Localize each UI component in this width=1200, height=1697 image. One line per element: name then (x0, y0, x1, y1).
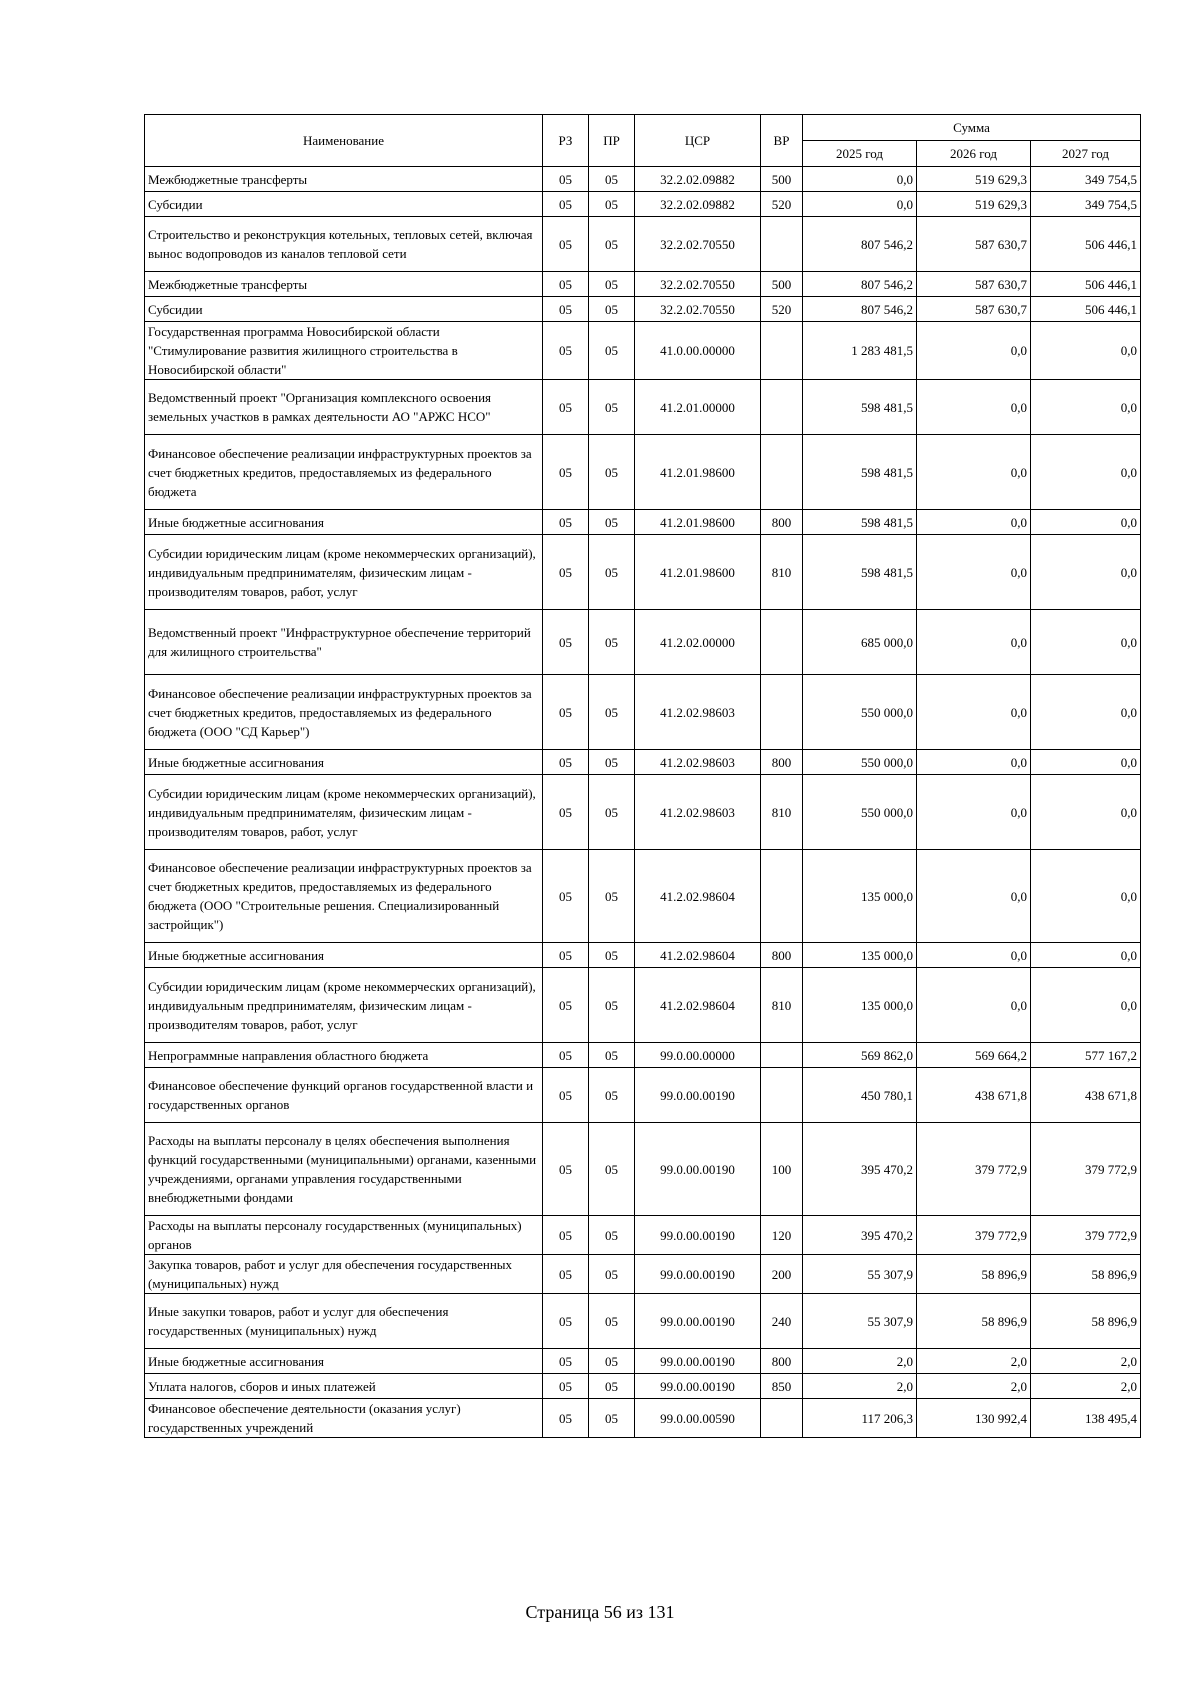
csr-cell: 41.2.02.98603 (635, 775, 761, 850)
amount-2025-cell: 807 546,2 (803, 297, 917, 322)
csr-cell: 99.0.00.00190 (635, 1255, 761, 1294)
rz-cell: 05 (543, 272, 589, 297)
pr-cell: 05 (589, 380, 635, 435)
amount-2026-cell: 569 664,2 (917, 1043, 1031, 1068)
rz-cell: 05 (543, 1123, 589, 1216)
amount-2025-cell: 395 470,2 (803, 1216, 917, 1255)
csr-cell: 41.2.02.98604 (635, 850, 761, 943)
table-header (145, 115, 1141, 167)
rz-cell: 05 (543, 322, 589, 380)
csr-cell: 32.2.02.70550 (635, 297, 761, 322)
name-cell: Финансовое обеспечение реализации инфраструктурных проектов за счет бюджетных кредитов, предоставляемых из федерального бюджета (ООО "Строительные решения. Специализированный застройщик") (145, 850, 543, 943)
pr-cell: 05 (589, 1068, 635, 1123)
table-row (145, 1349, 1141, 1374)
amount-2027-cell: 0,0 (1031, 322, 1141, 380)
amount-2026-cell: 587 630,7 (917, 217, 1031, 272)
amount-2027-cell: 0,0 (1031, 775, 1141, 850)
name-cell: Расходы на выплаты персоналу в целях обеспечения выполнения функций государственными (муниципальными) органами, казенными учреждениями, органами управления государственными внебюджетными фондами (145, 1123, 543, 1216)
header-year-2027: 2027 год (1031, 141, 1141, 167)
amount-2027-cell: 0,0 (1031, 968, 1141, 1043)
pr-cell: 05 (589, 943, 635, 968)
vr-cell (761, 380, 803, 435)
csr-cell: 32.2.02.70550 (635, 272, 761, 297)
amount-2027-cell: 58 896,9 (1031, 1255, 1141, 1294)
table-row (145, 272, 1141, 297)
name-cell: Иные бюджетные ассигнования (145, 943, 543, 968)
pr-cell: 05 (589, 435, 635, 510)
table-row (145, 943, 1141, 968)
name-cell: Субсидии (145, 297, 543, 322)
amount-2026-cell: 0,0 (917, 968, 1031, 1043)
amount-2025-cell: 569 862,0 (803, 1043, 917, 1068)
rz-cell: 05 (543, 943, 589, 968)
vr-cell: 800 (761, 1349, 803, 1374)
table-body (145, 167, 1141, 1438)
rz-cell: 05 (543, 1399, 589, 1438)
pr-cell: 05 (589, 297, 635, 322)
rz-cell: 05 (543, 1255, 589, 1294)
rz-cell: 05 (543, 1349, 589, 1374)
amount-2026-cell: 0,0 (917, 380, 1031, 435)
csr-cell: 99.0.00.00590 (635, 1399, 761, 1438)
csr-cell: 32.2.02.09882 (635, 167, 761, 192)
csr-cell: 99.0.00.00190 (635, 1068, 761, 1123)
vr-cell (761, 850, 803, 943)
pr-cell: 05 (589, 1123, 635, 1216)
table-row (145, 850, 1141, 943)
amount-2026-cell: 0,0 (917, 750, 1031, 775)
rz-cell: 05 (543, 435, 589, 510)
rz-cell: 05 (543, 380, 589, 435)
vr-cell: 500 (761, 272, 803, 297)
rz-cell: 05 (543, 1216, 589, 1255)
amount-2026-cell: 2,0 (917, 1349, 1031, 1374)
amount-2025-cell: 807 546,2 (803, 217, 917, 272)
name-cell: Расходы на выплаты персоналу государственных (муниципальных) органов (145, 1216, 543, 1255)
table-row (145, 510, 1141, 535)
amount-2025-cell: 117 206,3 (803, 1399, 917, 1438)
rz-cell: 05 (543, 217, 589, 272)
amount-2025-cell: 685 000,0 (803, 610, 917, 675)
amount-2026-cell: 0,0 (917, 943, 1031, 968)
name-cell: Межбюджетные трансферты (145, 167, 543, 192)
vr-cell: 520 (761, 297, 803, 322)
amount-2025-cell: 395 470,2 (803, 1123, 917, 1216)
vr-cell (761, 1068, 803, 1123)
rz-cell: 05 (543, 968, 589, 1043)
vr-cell (761, 322, 803, 380)
table-row (145, 217, 1141, 272)
name-cell: Финансовое обеспечение функций органов государственной власти и государственных органов (145, 1068, 543, 1123)
pr-cell: 05 (589, 1399, 635, 1438)
csr-cell: 41.2.01.00000 (635, 380, 761, 435)
rz-cell: 05 (543, 850, 589, 943)
budget-table (144, 114, 1141, 1438)
pr-cell: 05 (589, 322, 635, 380)
vr-cell: 800 (761, 510, 803, 535)
vr-cell: 100 (761, 1123, 803, 1216)
name-cell: Закупка товаров, работ и услуг для обеспечения государственных (муниципальных) нужд (145, 1255, 543, 1294)
csr-cell: 32.2.02.09882 (635, 192, 761, 217)
vr-cell: 810 (761, 968, 803, 1043)
vr-cell (761, 675, 803, 750)
name-cell: Субсидии юридическим лицам (кроме некоммерческих организаций), индивидуальным предпринимателям, физическим лицам - производителям товаров, работ, услуг (145, 775, 543, 850)
amount-2027-cell: 438 671,8 (1031, 1068, 1141, 1123)
vr-cell: 800 (761, 943, 803, 968)
rz-cell: 05 (543, 750, 589, 775)
amount-2026-cell: 0,0 (917, 435, 1031, 510)
name-cell: Финансовое обеспечение реализации инфраструктурных проектов за счет бюджетных кредитов, предоставляемых из федерального бюджета (145, 435, 543, 510)
amount-2025-cell: 135 000,0 (803, 968, 917, 1043)
rz-cell: 05 (543, 167, 589, 192)
amount-2027-cell: 379 772,9 (1031, 1123, 1141, 1216)
header-name: Наименование (145, 115, 543, 167)
rz-cell: 05 (543, 1068, 589, 1123)
table-row (145, 750, 1141, 775)
rz-cell: 05 (543, 1043, 589, 1068)
amount-2026-cell: 0,0 (917, 775, 1031, 850)
csr-cell: 99.0.00.00190 (635, 1294, 761, 1349)
amount-2025-cell: 135 000,0 (803, 850, 917, 943)
name-cell: Субсидии (145, 192, 543, 217)
amount-2027-cell: 138 495,4 (1031, 1399, 1141, 1438)
pr-cell: 05 (589, 1043, 635, 1068)
name-cell: Иные бюджетные ассигнования (145, 750, 543, 775)
rz-cell: 05 (543, 192, 589, 217)
rz-cell: 05 (543, 535, 589, 610)
vr-cell (761, 1043, 803, 1068)
name-cell: Субсидии юридическим лицам (кроме некоммерческих организаций), индивидуальным предпринимателям, физическим лицам - производителям товаров, работ, услуг (145, 535, 543, 610)
amount-2025-cell: 55 307,9 (803, 1294, 917, 1349)
pr-cell: 05 (589, 167, 635, 192)
page-number: Страница 56 из 131 (525, 1602, 675, 1622)
amount-2026-cell: 0,0 (917, 610, 1031, 675)
table-row (145, 610, 1141, 675)
amount-2025-cell: 550 000,0 (803, 750, 917, 775)
table-row (145, 1374, 1141, 1399)
pr-cell: 05 (589, 1349, 635, 1374)
csr-cell: 41.2.02.00000 (635, 610, 761, 675)
pr-cell: 05 (589, 610, 635, 675)
pr-cell: 05 (589, 510, 635, 535)
amount-2027-cell: 0,0 (1031, 380, 1141, 435)
amount-2026-cell: 519 629,3 (917, 167, 1031, 192)
amount-2027-cell: 0,0 (1031, 610, 1141, 675)
table-row (145, 1043, 1141, 1068)
rz-cell: 05 (543, 297, 589, 322)
amount-2025-cell: 450 780,1 (803, 1068, 917, 1123)
amount-2025-cell: 2,0 (803, 1374, 917, 1399)
header-year-2025: 2025 год (803, 141, 917, 167)
table-row (145, 1255, 1141, 1294)
amount-2026-cell: 379 772,9 (917, 1123, 1031, 1216)
csr-cell: 41.2.01.98600 (635, 535, 761, 610)
name-cell: Государственная программа Новосибирской области "Стимулирование развития жилищного строительства в Новосибирской области" (145, 322, 543, 380)
table-row (145, 167, 1141, 192)
header-csr: ЦСР (635, 115, 761, 167)
amount-2027-cell: 506 446,1 (1031, 217, 1141, 272)
name-cell: Иные закупки товаров, работ и услуг для обеспечения государственных (муниципальных) нужд (145, 1294, 543, 1349)
table-row (145, 1123, 1141, 1216)
amount-2026-cell: 519 629,3 (917, 192, 1031, 217)
vr-cell (761, 1399, 803, 1438)
amount-2025-cell: 0,0 (803, 192, 917, 217)
table-row (145, 535, 1141, 610)
rz-cell: 05 (543, 1294, 589, 1349)
vr-cell: 520 (761, 192, 803, 217)
pr-cell: 05 (589, 535, 635, 610)
csr-cell: 99.0.00.00190 (635, 1216, 761, 1255)
amount-2025-cell: 135 000,0 (803, 943, 917, 968)
pr-cell: 05 (589, 968, 635, 1043)
name-cell: Иные бюджетные ассигнования (145, 510, 543, 535)
vr-cell: 500 (761, 167, 803, 192)
amount-2026-cell: 2,0 (917, 1374, 1031, 1399)
pr-cell: 05 (589, 1216, 635, 1255)
name-cell: Субсидии юридическим лицам (кроме некоммерческих организаций), индивидуальным предпринимателям, физическим лицам - производителям товаров, работ, услуг (145, 968, 543, 1043)
name-cell: Финансовое обеспечение деятельности (оказания услуг) государственных учреждений (145, 1399, 543, 1438)
amount-2027-cell: 0,0 (1031, 943, 1141, 968)
csr-cell: 41.2.02.98603 (635, 750, 761, 775)
name-cell: Ведомственный проект "Инфраструктурное обеспечение территорий для жилищного строительства" (145, 610, 543, 675)
amount-2026-cell: 130 992,4 (917, 1399, 1031, 1438)
vr-cell: 120 (761, 1216, 803, 1255)
pr-cell: 05 (589, 675, 635, 750)
name-cell: Строительство и реконструкция котельных, тепловых сетей, включая вынос водопроводов из каналов тепловой сети (145, 217, 543, 272)
amount-2025-cell: 0,0 (803, 167, 917, 192)
vr-cell (761, 435, 803, 510)
csr-cell: 99.0.00.00190 (635, 1123, 761, 1216)
amount-2025-cell: 550 000,0 (803, 675, 917, 750)
table-row (145, 435, 1141, 510)
table-row (145, 1294, 1141, 1349)
pr-cell: 05 (589, 750, 635, 775)
header-pr: ПР (589, 115, 635, 167)
amount-2027-cell: 0,0 (1031, 850, 1141, 943)
amount-2026-cell: 58 896,9 (917, 1294, 1031, 1349)
csr-cell: 41.2.01.98600 (635, 435, 761, 510)
rz-cell: 05 (543, 510, 589, 535)
amount-2025-cell: 598 481,5 (803, 435, 917, 510)
vr-cell (761, 217, 803, 272)
name-cell: Финансовое обеспечение реализации инфраструктурных проектов за счет бюджетных кредитов, предоставляемых из федерального бюджета (ООО "СД Карьер") (145, 675, 543, 750)
amount-2025-cell: 2,0 (803, 1349, 917, 1374)
csr-cell: 41.2.02.98604 (635, 968, 761, 1043)
amount-2027-cell: 0,0 (1031, 535, 1141, 610)
table-row (145, 297, 1141, 322)
csr-cell: 41.2.01.98600 (635, 510, 761, 535)
amount-2027-cell: 2,0 (1031, 1349, 1141, 1374)
rz-cell: 05 (543, 675, 589, 750)
amount-2026-cell: 0,0 (917, 322, 1031, 380)
table-row (145, 1068, 1141, 1123)
amount-2026-cell: 587 630,7 (917, 297, 1031, 322)
table-row (145, 675, 1141, 750)
amount-2027-cell: 0,0 (1031, 510, 1141, 535)
amount-2027-cell: 379 772,9 (1031, 1216, 1141, 1255)
csr-cell: 99.0.00.00000 (635, 1043, 761, 1068)
amount-2026-cell: 379 772,9 (917, 1216, 1031, 1255)
csr-cell: 41.0.00.00000 (635, 322, 761, 380)
header-rz: РЗ (543, 115, 589, 167)
amount-2025-cell: 550 000,0 (803, 775, 917, 850)
header-year-2026: 2026 год (917, 141, 1031, 167)
pr-cell: 05 (589, 192, 635, 217)
table-row (145, 775, 1141, 850)
vr-cell: 200 (761, 1255, 803, 1294)
table-row (145, 968, 1141, 1043)
table-row (145, 380, 1141, 435)
amount-2025-cell: 1 283 481,5 (803, 322, 917, 380)
name-cell: Ведомственный проект "Организация комплексного освоения земельных участков в рамках деятельности АО "АРЖС НСО" (145, 380, 543, 435)
amount-2026-cell: 587 630,7 (917, 272, 1031, 297)
pr-cell: 05 (589, 1294, 635, 1349)
name-cell: Межбюджетные трансферты (145, 272, 543, 297)
pr-cell: 05 (589, 272, 635, 297)
vr-cell (761, 610, 803, 675)
table-row (145, 1216, 1141, 1255)
csr-cell: 99.0.00.00190 (635, 1349, 761, 1374)
amount-2026-cell: 0,0 (917, 850, 1031, 943)
header-sum: Сумма (803, 115, 1141, 141)
csr-cell: 41.2.02.98603 (635, 675, 761, 750)
pr-cell: 05 (589, 217, 635, 272)
vr-cell: 810 (761, 775, 803, 850)
amount-2027-cell: 0,0 (1031, 675, 1141, 750)
amount-2025-cell: 598 481,5 (803, 510, 917, 535)
table-row (145, 322, 1141, 380)
rz-cell: 05 (543, 610, 589, 675)
amount-2027-cell: 349 754,5 (1031, 192, 1141, 217)
header-vr: ВР (761, 115, 803, 167)
vr-cell: 850 (761, 1374, 803, 1399)
amount-2026-cell: 0,0 (917, 535, 1031, 610)
amount-2026-cell: 438 671,8 (917, 1068, 1031, 1123)
amount-2025-cell: 55 307,9 (803, 1255, 917, 1294)
amount-2026-cell: 0,0 (917, 675, 1031, 750)
table-row (145, 1399, 1141, 1438)
amount-2027-cell: 349 754,5 (1031, 167, 1141, 192)
name-cell: Иные бюджетные ассигнования (145, 1349, 543, 1374)
amount-2026-cell: 0,0 (917, 510, 1031, 535)
rz-cell: 05 (543, 1374, 589, 1399)
pr-cell: 05 (589, 850, 635, 943)
pr-cell: 05 (589, 1255, 635, 1294)
amount-2026-cell: 58 896,9 (917, 1255, 1031, 1294)
amount-2027-cell: 58 896,9 (1031, 1294, 1141, 1349)
rz-cell: 05 (543, 775, 589, 850)
amount-2027-cell: 506 446,1 (1031, 272, 1141, 297)
csr-cell: 99.0.00.00190 (635, 1374, 761, 1399)
csr-cell: 41.2.02.98604 (635, 943, 761, 968)
vr-cell: 240 (761, 1294, 803, 1349)
name-cell: Уплата налогов, сборов и иных платежей (145, 1374, 543, 1399)
vr-cell: 800 (761, 750, 803, 775)
amount-2027-cell: 506 446,1 (1031, 297, 1141, 322)
amount-2025-cell: 598 481,5 (803, 535, 917, 610)
amount-2027-cell: 0,0 (1031, 435, 1141, 510)
vr-cell: 810 (761, 535, 803, 610)
name-cell: Непрограммные направления областного бюджета (145, 1043, 543, 1068)
amount-2025-cell: 598 481,5 (803, 380, 917, 435)
table-row (145, 192, 1141, 217)
amount-2027-cell: 2,0 (1031, 1374, 1141, 1399)
amount-2027-cell: 577 167,2 (1031, 1043, 1141, 1068)
pr-cell: 05 (589, 1374, 635, 1399)
amount-2027-cell: 0,0 (1031, 750, 1141, 775)
csr-cell: 32.2.02.70550 (635, 217, 761, 272)
pr-cell: 05 (589, 775, 635, 850)
amount-2025-cell: 807 546,2 (803, 272, 917, 297)
